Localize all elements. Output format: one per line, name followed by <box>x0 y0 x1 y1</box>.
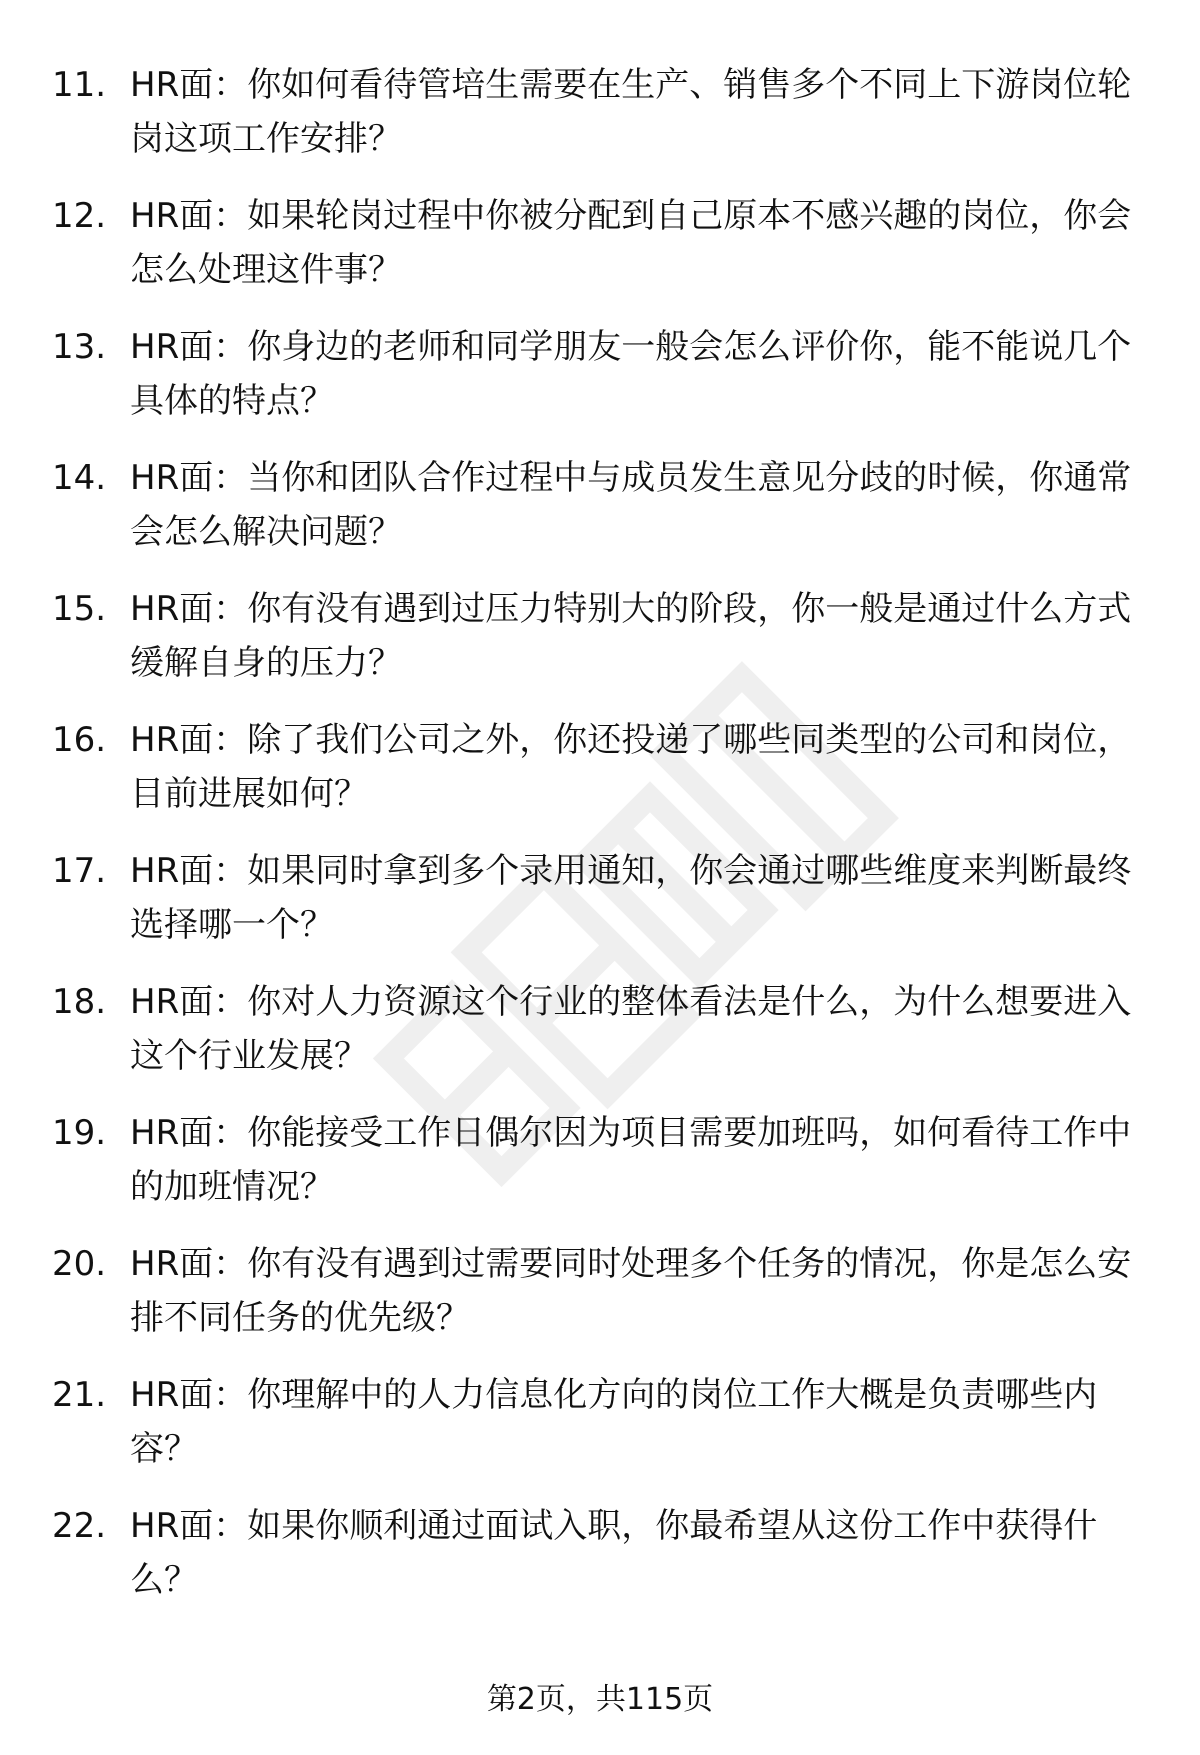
item-number: 22. <box>52 1506 107 1546</box>
item-number: 17. <box>52 851 107 891</box>
list-item <box>52 844 1152 975</box>
question-text: HR面：你身边的老师和同学朋友一般会怎么评价你，能不能说几个具体的特点？ <box>130 327 1132 421</box>
item-number: 19. <box>52 1113 107 1153</box>
list-item <box>52 1368 1152 1499</box>
item-number: 20. <box>52 1244 107 1284</box>
list-item <box>52 189 1152 320</box>
question-text: HR面：你有没有遇到过压力特别大的阶段，你一般是通过什么方式缓解自身的压力？ <box>130 589 1132 683</box>
question-text: HR面：你对人力资源这个行业的整体看法是什么，为什么想要进入这个行业发展？ <box>130 982 1132 1076</box>
item-number: 14. <box>52 458 107 498</box>
question-text: HR面：如果同时拿到多个录用通知，你会通过哪些维度来判断最终选择哪一个？ <box>130 851 1132 945</box>
question-text: HR面：你理解中的人力信息化方向的岗位工作大概是负责哪些内容？ <box>130 1375 1098 1469</box>
item-number: 11. <box>52 65 107 105</box>
list-item <box>52 582 1152 713</box>
question-text: HR面：除了我们公司之外，你还投递了哪些同类型的公司和岗位，目前进展如何？ <box>130 720 1132 814</box>
item-number: 12. <box>52 196 107 236</box>
list-item <box>52 1106 1152 1237</box>
question-text: HR面：你能接受工作日偶尔因为项目需要加班吗，如何看待工作中的加班情况？ <box>130 1113 1132 1207</box>
item-number: 13. <box>52 327 107 367</box>
list-item <box>52 1499 1152 1630</box>
page-number-label: 第2页，共115页 <box>486 1682 714 1717</box>
item-number: 21. <box>52 1375 107 1415</box>
item-number: 15. <box>52 589 107 629</box>
item-number: 18. <box>52 982 107 1022</box>
question-text: HR面：如果你顺利通过面试入职，你最希望从这份工作中获得什么？ <box>130 1506 1098 1600</box>
list-item <box>52 1237 1152 1368</box>
question-text: HR面：你有没有遇到过需要同时处理多个任务的情况，你是怎么安排不同任务的优先级？ <box>130 1244 1132 1338</box>
list-item <box>52 451 1152 582</box>
question-text: HR面：如果轮岗过程中你被分配到自己原本不感兴趣的岗位，你会怎么处理这件事？ <box>130 196 1132 290</box>
list-item <box>52 58 1152 189</box>
question-text: HR面：当你和团队合作过程中与成员发生意见分歧的时候，你通常会怎么解决问题？ <box>130 458 1132 552</box>
list-item <box>52 713 1152 844</box>
item-number: 16. <box>52 720 107 760</box>
list-item <box>52 320 1152 451</box>
question-list <box>52 58 1152 1630</box>
page-footer <box>0 1678 1200 1722</box>
list-item <box>52 975 1152 1106</box>
question-text: HR面：你如何看待管培生需要在生产、销售多个不同上下游岗位轮岗这项工作安排？ <box>130 65 1132 159</box>
